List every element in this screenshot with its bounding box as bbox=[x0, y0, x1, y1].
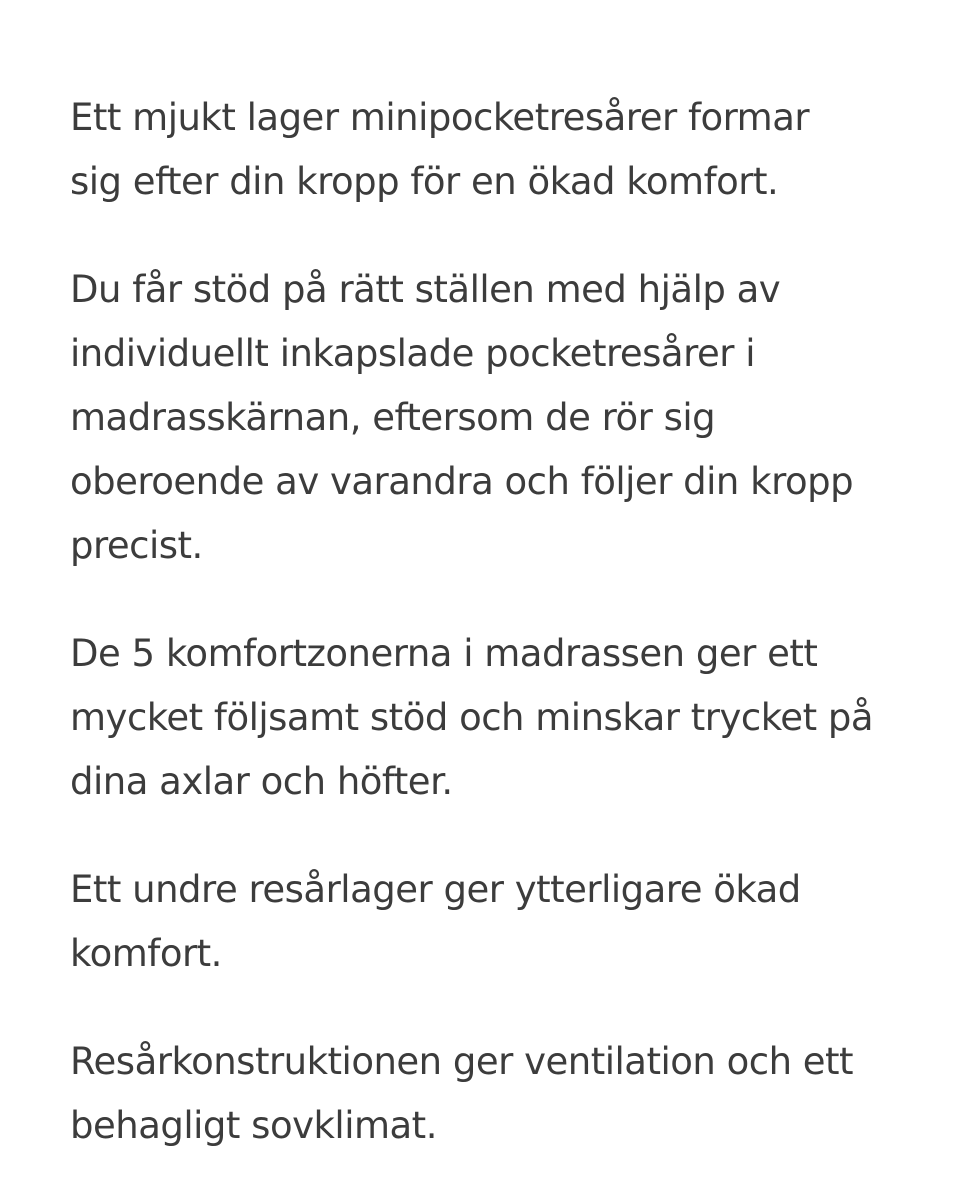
paragraph-minipocket bbox=[70, 86, 930, 214]
text-line: individuellt inkapslade pocketresårer i bbox=[70, 332, 755, 375]
text-line: Du får stöd på rätt ställen med hjälp av bbox=[70, 268, 781, 311]
text-line: Ett mjukt lager minipocketresårer formar bbox=[70, 96, 810, 139]
paragraph-ventilation bbox=[70, 1030, 930, 1158]
text-line: mycket följsamt stöd och minskar trycket på bbox=[70, 696, 873, 739]
text-line: oberoende av varandra och följer din kropp bbox=[70, 460, 854, 503]
paragraph-lower-spring-layer bbox=[70, 858, 930, 986]
text-line: Ett undre resårlager ger ytterligare ökad bbox=[70, 868, 801, 911]
text-line: dina axlar och höfter. bbox=[70, 760, 453, 803]
text-line: De 5 komfortzonerna i madrassen ger ett bbox=[70, 632, 818, 675]
product-description bbox=[70, 86, 930, 1158]
paragraph-pocket-support bbox=[70, 258, 930, 578]
text-line: sig efter din kropp för en ökad komfort. bbox=[70, 160, 779, 203]
text-line: komfort. bbox=[70, 932, 222, 975]
text-line: precist. bbox=[70, 524, 203, 567]
text-line: madrasskärnan, eftersom de rör sig bbox=[70, 396, 716, 439]
text-line: Resårkonstruktionen ger ventilation och ett bbox=[70, 1040, 854, 1083]
paragraph-comfort-zones bbox=[70, 622, 930, 814]
text-line: behagligt sovklimat. bbox=[70, 1104, 437, 1147]
